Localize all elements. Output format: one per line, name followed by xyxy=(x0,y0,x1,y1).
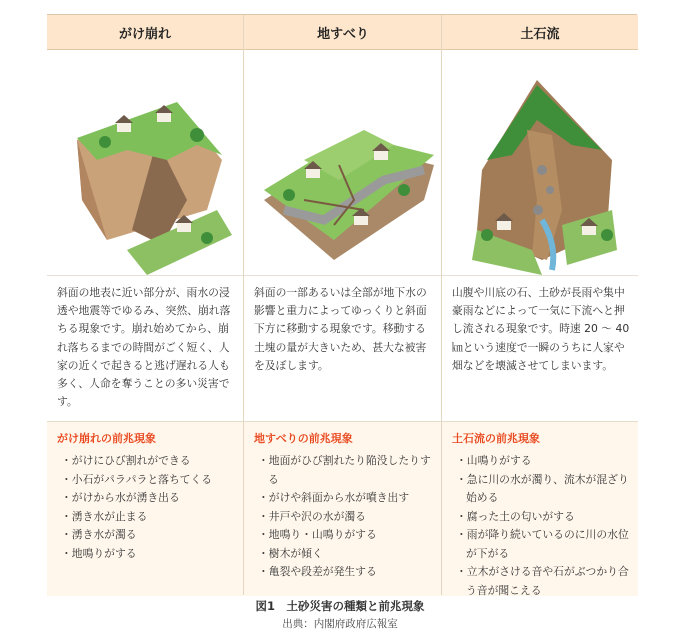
sign-item: ・ がけから水が湧き出る xyxy=(61,489,235,508)
sign-item: ・ 雨が降り続いているのに川の水位が下がる xyxy=(456,526,630,563)
sign-item: ・ 立木がさける音や石がぶつかり合う音が聞こえる xyxy=(456,563,630,600)
sign-item: ・ 腐った土の匂いがする xyxy=(456,508,630,527)
signs-title: 土石流の前兆現象 xyxy=(452,432,540,445)
column-description: 山腹や川底の石、土砂が長雨や集中豪雨などによって一気に下流へと押し流される現象です。時速 20 ～ 40㎞という速度で一瞬のうちに人家や畑などを壊滅させてしまいます。 xyxy=(442,275,638,421)
figure-caption: 図1 土砂災害の種類と前兆現象 xyxy=(255,599,425,613)
column-cliff-collapse xyxy=(47,15,243,595)
sign-item: ・ 樹木が傾く xyxy=(258,545,434,564)
sign-item: ・ 小石がパラパラと落ちてくる xyxy=(61,471,235,490)
sign-item: ・ 井戸や沢の水が濁る xyxy=(258,508,434,527)
sign-item: ・ 山鳴りがする xyxy=(456,452,630,471)
sign-item: ・ 亀裂や段差が発生する xyxy=(258,563,434,582)
column-header: 土石流 xyxy=(442,15,638,50)
signs-title: 地すべりの前兆現象 xyxy=(254,432,353,445)
column-landslide xyxy=(243,15,442,595)
source-caption: 出典：内閣府政府広報室 xyxy=(282,618,398,630)
sign-item: ・ 湧き水が止まる xyxy=(61,508,235,527)
column-debris-flow xyxy=(441,15,638,595)
sign-item: ・ 地鳴り・山鳴りがする xyxy=(258,526,434,545)
signs-title: がけ崩れの前兆現象 xyxy=(57,432,156,445)
debris-flow-illustration xyxy=(442,50,638,275)
column-description: 斜面の一部あるいは全部が地下水の影響と重力によってゆっくりと斜面下方に移動する現象です。移動する土塊の量が大きいため、甚大な被害を及ぼします。 xyxy=(244,275,442,421)
column-signs xyxy=(47,421,243,596)
column-signs xyxy=(442,421,638,596)
sign-item: ・ 湧き水が濁る xyxy=(61,526,235,545)
column-signs xyxy=(244,421,442,596)
sign-item: ・ 地鳴りがする xyxy=(61,545,235,564)
sign-item: ・ がけにひび割れができる xyxy=(61,452,235,471)
column-description: 斜面の地表に近い部分が、雨水の浸透や地震等でゆるみ、突然、崩れ落ちる現象です。崩れ始めてから、崩れ落ちるまでの時間がごく短く、人家の近くで起きると逃げ遅れる人も多く、人命を奪うことの多い災害です。 xyxy=(47,275,243,421)
column-header: がけ崩れ xyxy=(47,15,243,50)
cliff-collapse-illustration xyxy=(47,50,243,275)
sign-item: ・ 地面がひび割れたり陥没したりする xyxy=(258,452,434,489)
landslide-illustration xyxy=(244,50,442,275)
sign-item: ・ 急に川の水が濁り、流木が混ざり始める xyxy=(456,471,630,508)
disaster-table xyxy=(47,14,637,595)
sign-item: ・ がけや斜面から水が噴き出す xyxy=(258,489,434,508)
column-header: 地すべり xyxy=(244,15,442,50)
